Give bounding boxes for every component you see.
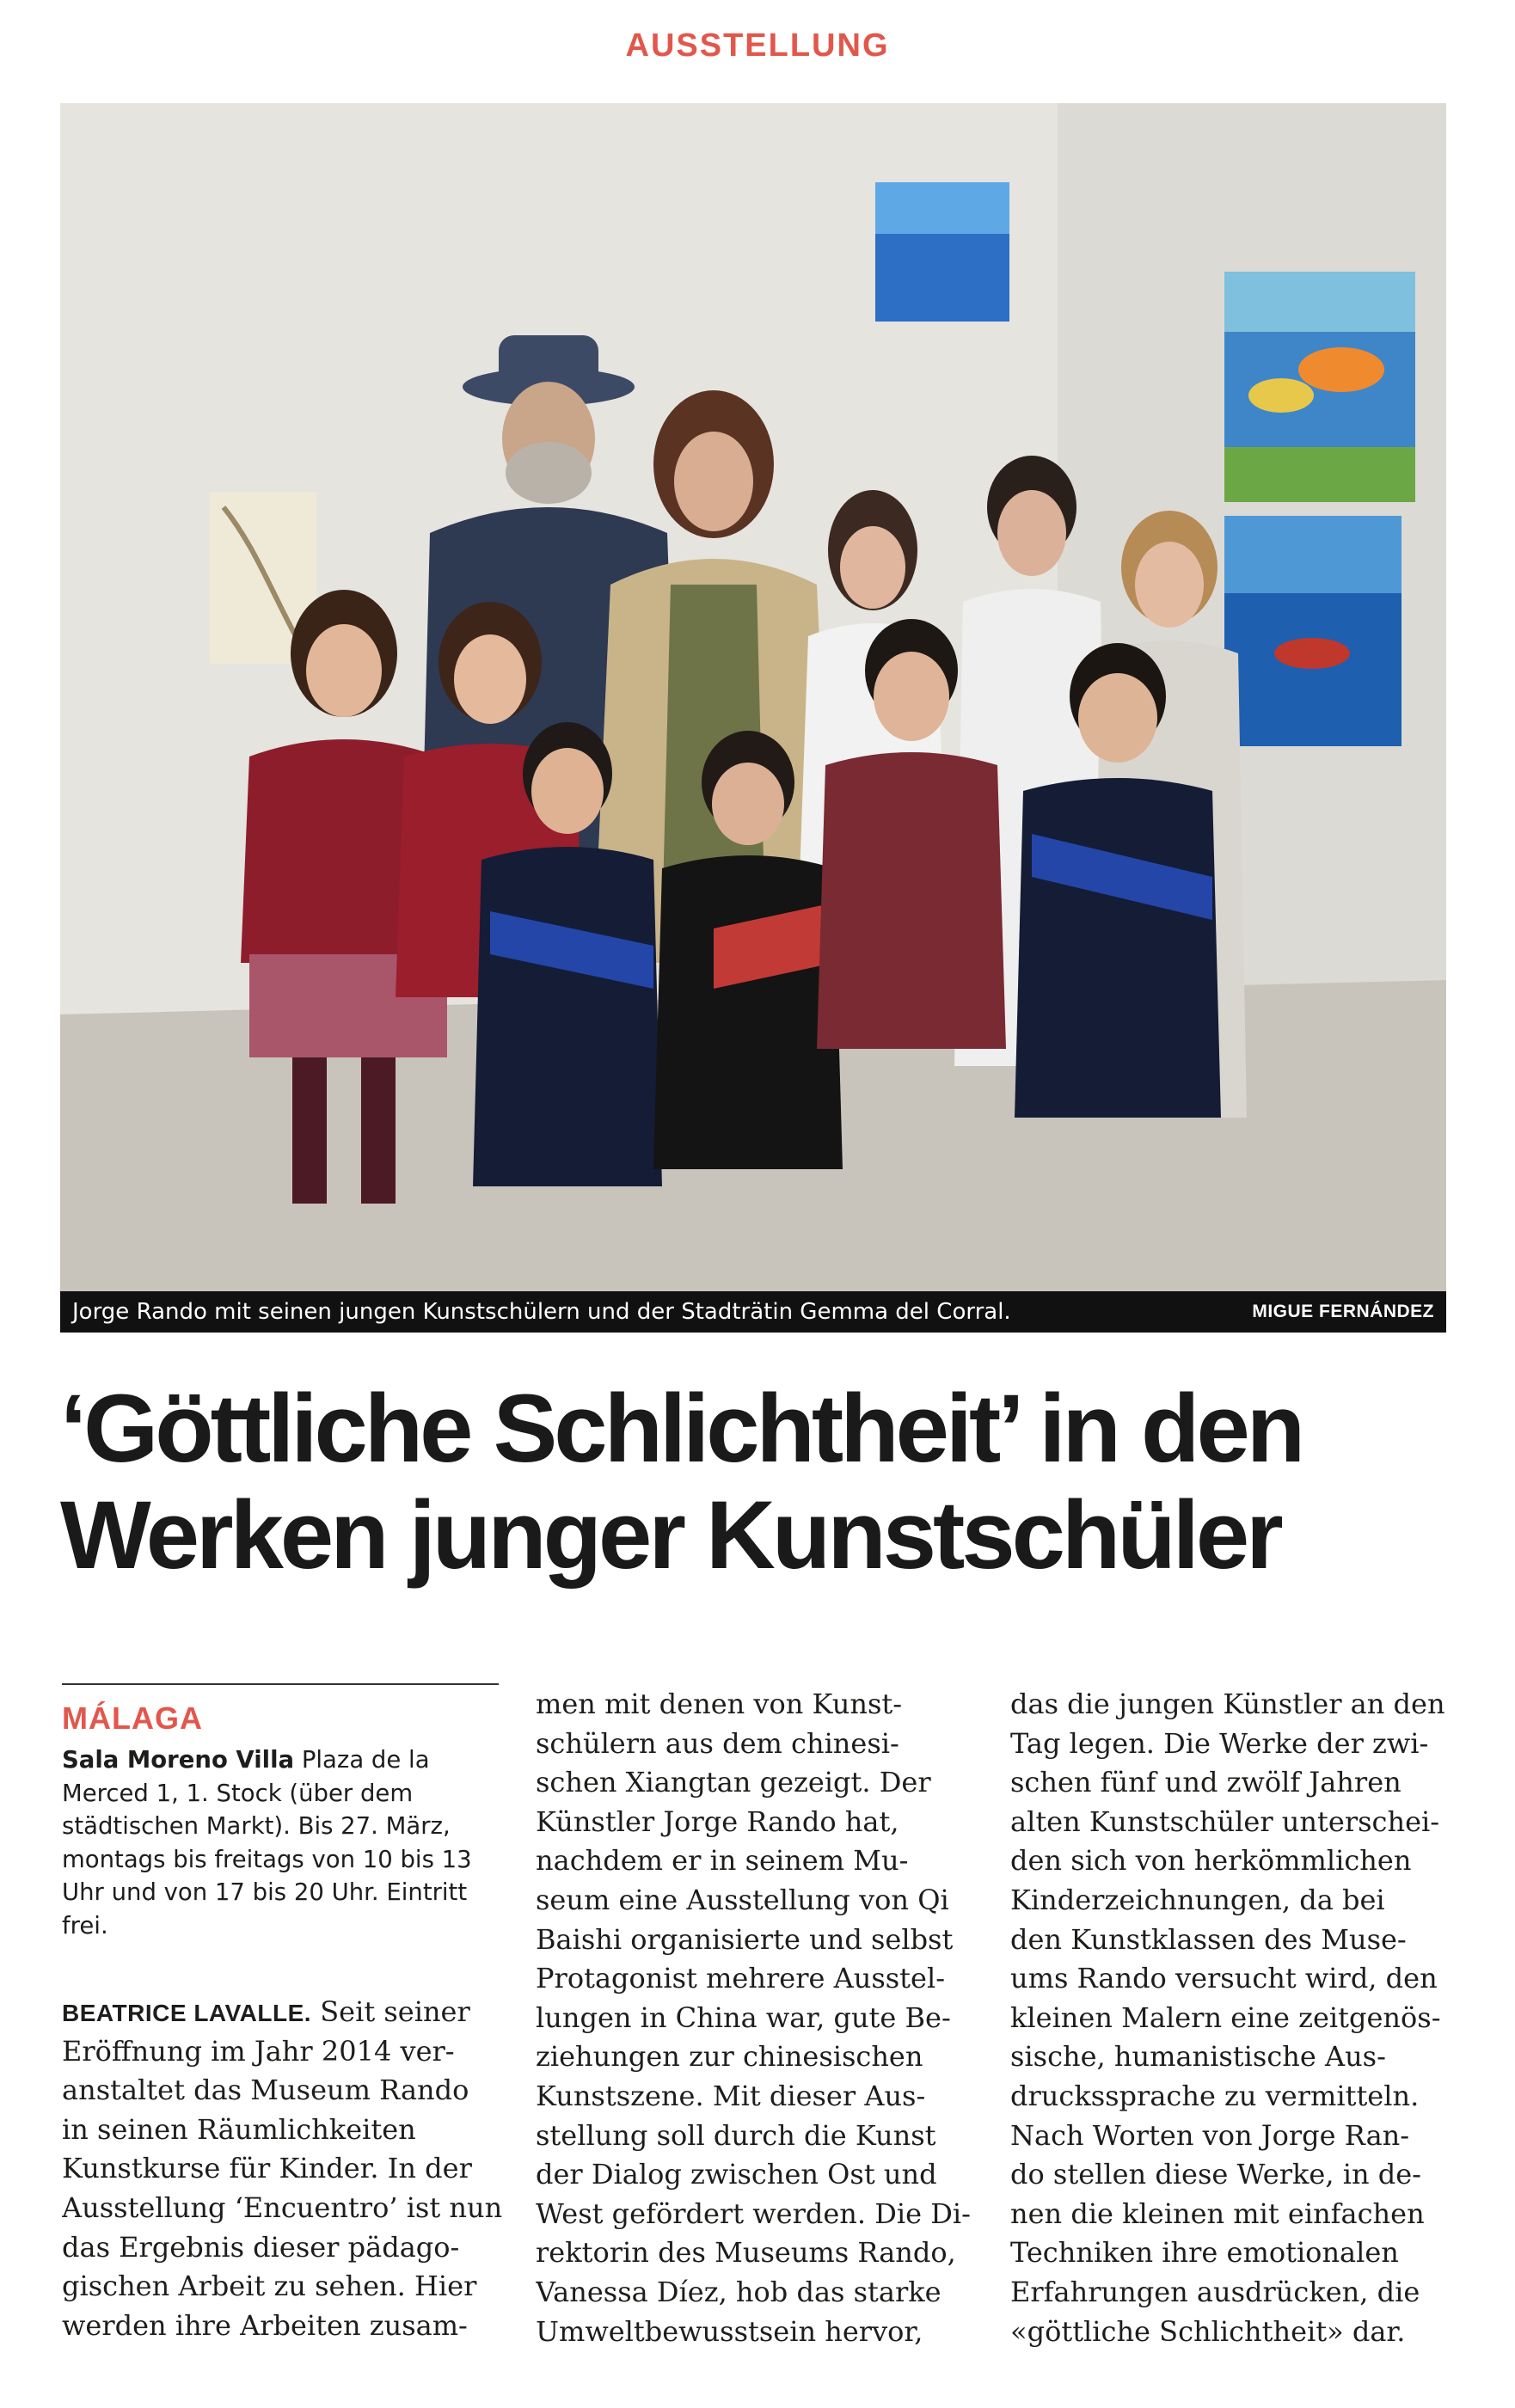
painting-fish-upper bbox=[1224, 272, 1415, 502]
group-photo bbox=[60, 103, 1446, 1291]
headline bbox=[60, 1376, 1453, 1589]
article-line: Kunstkurse für Kinder. In der bbox=[62, 2152, 472, 2185]
article-line: alten Kunstschüler unterschei- bbox=[1010, 1804, 1440, 1838]
painting-blue-top bbox=[875, 182, 1009, 322]
article-line: Baishi organisierte und selbst bbox=[536, 1922, 954, 1956]
article-line: Kunstszene. Mit dieser Aus- bbox=[536, 2079, 926, 2112]
article-line: ziehungen zur chinesischen bbox=[536, 2040, 923, 2074]
headline-line-1: ‘Göttliche Schlichtheit’ in den bbox=[60, 1375, 1303, 1482]
info-line: frei. bbox=[62, 1911, 108, 1939]
article-line: das Ergebnis dieser pädago- bbox=[62, 2230, 460, 2264]
article-line: «göttliche Schlichtheit» dar. bbox=[1010, 2314, 1406, 2348]
photo-caption: Jorge Rando mit seinen jungen Kunstschülern und der Stadträtin Gemma del Corral. bbox=[72, 1299, 1011, 1325]
article-line: werden ihre Arbeiten zusam- bbox=[62, 2308, 468, 2342]
info-box-rule bbox=[62, 1683, 499, 1685]
info-line: Merced 1, 1. Stock (über dem bbox=[62, 1779, 414, 1807]
article-line: nachdem er in seinem Mu- bbox=[536, 1844, 909, 1878]
article-line: men mit denen von Kunst- bbox=[536, 1688, 903, 1720]
painting-fish-lower bbox=[1224, 516, 1402, 746]
article-line: den Kunstklassen des Muse- bbox=[1010, 1922, 1407, 1956]
photo-credit: MIGUE FERNÁNDEZ bbox=[1252, 1302, 1434, 1321]
article-line: der Dialog zwischen Ost und bbox=[536, 2158, 937, 2191]
article-line: Nach Worten von Jorge Ran- bbox=[1010, 2118, 1410, 2152]
article-line: Vanessa Díez, hob das starke bbox=[536, 2275, 942, 2308]
article-line: druckssprache zu vermitteln. bbox=[1010, 2079, 1420, 2112]
info-venue: Sala Moreno Villa bbox=[62, 1746, 295, 1774]
article-line: Umweltbewusstsein hervor, bbox=[536, 2314, 923, 2348]
info-city: MÁLAGA bbox=[62, 1700, 203, 1736]
article-line: Erfahrungen ausdrücken, die bbox=[1010, 2275, 1420, 2308]
article-line: Protagonist mehrere Ausstel- bbox=[536, 1962, 946, 1995]
article-line: kleinen Malern eine zeitgenös- bbox=[1010, 2001, 1441, 2034]
article-line: lungen in China war, gute Be- bbox=[536, 2001, 951, 2034]
article-line: Künstler Jorge Rando hat, bbox=[536, 1804, 899, 1838]
headline-line-2: Werken junger Kunstschüler bbox=[60, 1481, 1280, 1589]
info-line: Uhr und von 17 bis 20 Uhr. Eintritt bbox=[62, 1878, 468, 1906]
article-line: Eröffnung im Jahr 2014 ver- bbox=[62, 2034, 455, 2068]
info-line-text: Plaza de la bbox=[301, 1746, 430, 1774]
article-line: Kinderzeichnungen, da bei bbox=[1010, 1883, 1385, 1916]
article-line: Tag legen. Die Werke der zwi- bbox=[1010, 1726, 1429, 1760]
article-line: gischen Arbeit zu sehen. Hier bbox=[62, 2270, 477, 2303]
article-line: do stellen diese Werke, in de- bbox=[1010, 2158, 1421, 2191]
article-line: Ausstellung ‘Encuentro’ ist nun bbox=[62, 2190, 503, 2224]
article-line: stellung soll durch die Kunst bbox=[536, 2118, 936, 2152]
article-column-1 bbox=[62, 1993, 505, 2345]
section-label: AUSSTELLUNG bbox=[625, 28, 890, 64]
article-line: ums Rando versucht wird, den bbox=[1010, 1962, 1438, 1995]
article-line: West gefördert werden. Die Di- bbox=[536, 2197, 971, 2230]
article-line: anstaltet das Museum Rando bbox=[62, 2074, 469, 2107]
article-line: den sich von herkömmlichen bbox=[1010, 1844, 1412, 1878]
article-column-3 bbox=[1010, 1685, 1453, 2351]
article-line: nen die kleinen mit einfachen bbox=[1010, 2197, 1425, 2230]
article-line: sische, humanistische Aus- bbox=[1010, 2040, 1386, 2074]
article-line: das die jungen Künstler an den bbox=[1010, 1688, 1445, 1720]
article-line-text: Seit seiner bbox=[320, 1995, 470, 2028]
article-line: Techniken ihre emotionalen bbox=[1010, 2236, 1399, 2270]
article-line: schen fünf und zwölf Jahren bbox=[1010, 1766, 1402, 1799]
article-line: rektorin des Museums Rando, bbox=[536, 2236, 956, 2270]
article-column-2 bbox=[536, 1685, 978, 2351]
article-line: seum eine Ausstellung von Qi bbox=[536, 1883, 949, 1916]
photo-illustration bbox=[60, 103, 1446, 1291]
info-line: montags bis freitags von 10 bis 13 bbox=[62, 1845, 472, 1873]
info-line bbox=[62, 1743, 500, 1777]
info-box bbox=[62, 1743, 500, 1942]
photo-caption-bar bbox=[60, 1291, 1446, 1333]
article-line: in seinen Räumlichkeiten bbox=[62, 2112, 416, 2146]
info-line: städtischen Markt). Bis 27. März, bbox=[62, 1812, 451, 1840]
byline: BEATRICE LAVALLE. bbox=[62, 2000, 312, 2026]
article-line bbox=[62, 1993, 505, 2032]
article-line: schen Xiangtan gezeigt. Der bbox=[536, 1766, 931, 1799]
article-line: schülern aus dem chinesi- bbox=[536, 1726, 899, 1760]
